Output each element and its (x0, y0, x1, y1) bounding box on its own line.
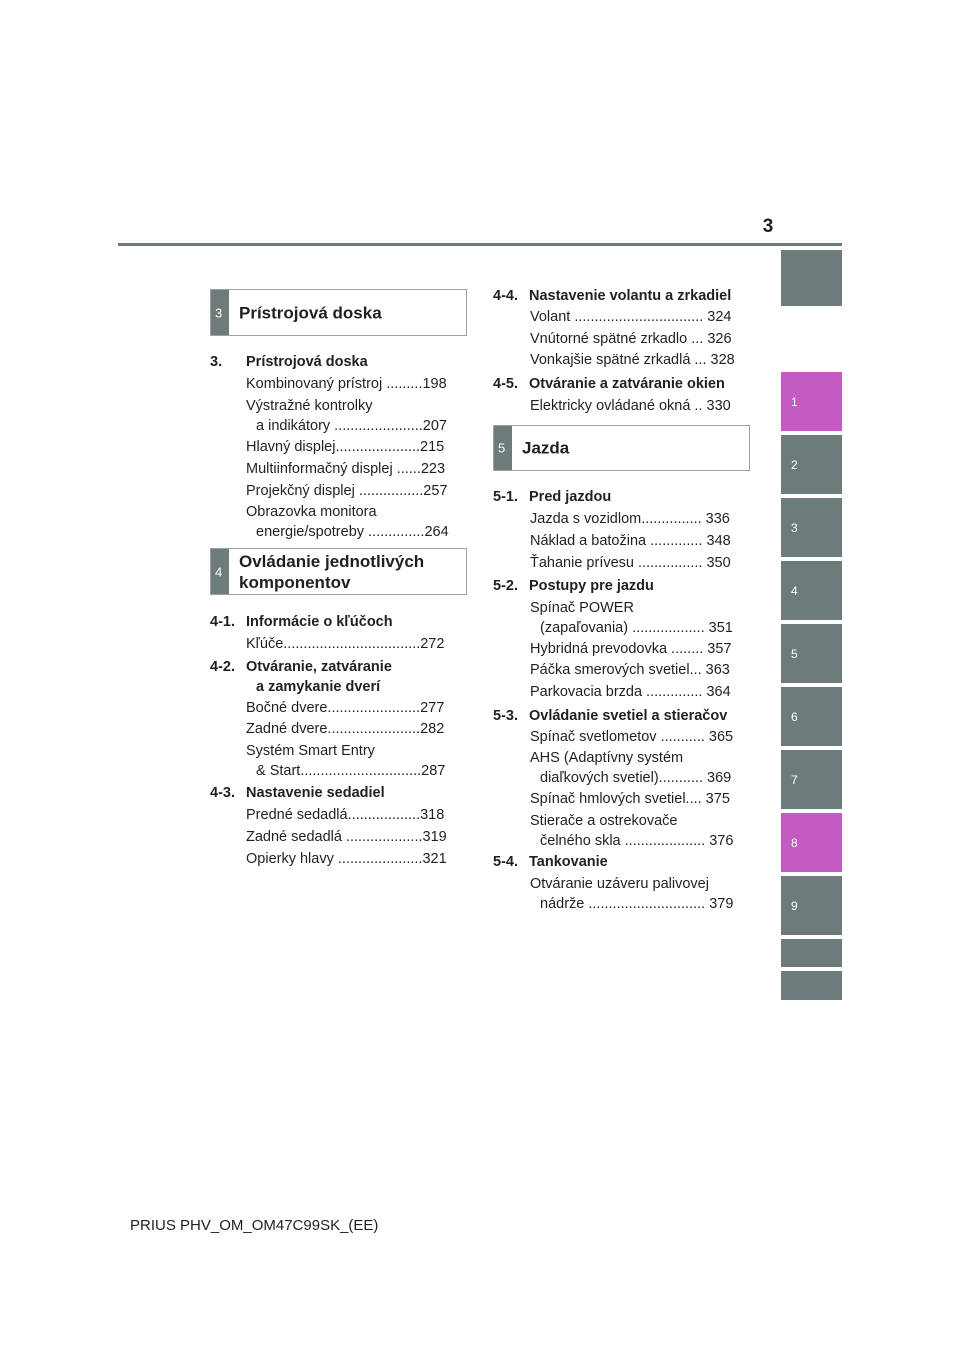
chapter-title: Prístrojová doska (239, 303, 382, 322)
toc-entry[interactable]: Páčka smerových svetiel... 363 (530, 662, 730, 678)
chapter-tab-2[interactable]: 2 (781, 435, 842, 494)
toc-entry[interactable]: Spínač hmlových svetiel.... 375 (530, 791, 730, 807)
page-footer: PRIUS PHV_OM_OM47C99SK_(EE) (130, 1217, 379, 1234)
section-heading[interactable]: 4-3. Nastavenie sedadiel (210, 785, 385, 801)
toc-entry[interactable]: AHS (Adaptívny systém diaľkových svetiel)........... 369 (530, 750, 732, 786)
chapter-tab-extra-1[interactable] (781, 939, 842, 967)
toc-entry[interactable]: Hlavný displej.....................215 (246, 439, 445, 455)
section-heading[interactable]: 5-1. Pred jazdou (493, 489, 612, 505)
toc-entry[interactable]: Náklad a batožina ............. 348 (530, 533, 731, 549)
toc-entry[interactable]: Hybridná prevodovka ........ 357 (530, 641, 732, 657)
toc-entry[interactable]: Jazda s vozidlom............... 336 (530, 511, 730, 527)
toc-entry[interactable]: Volant ................................ 324 (530, 309, 732, 325)
chapter-4-header-box (210, 548, 467, 595)
toc-entry[interactable]: Zadné sedadlá ...................319 (246, 829, 447, 845)
chapter-tab-5[interactable]: 5 (781, 624, 842, 683)
toc-entry[interactable]: Parkovacia brzda .............. 364 (530, 684, 731, 700)
chapter-tab-3[interactable]: 3 (781, 498, 842, 557)
section-heading[interactable]: 5-4. Tankovanie (493, 854, 608, 870)
section-heading[interactable]: 4-5. Otváranie a zatváranie okien (493, 376, 725, 392)
toc-entry[interactable]: Opierky hlavy .....................321 (246, 851, 447, 867)
toc-entry[interactable]: Výstražné kontrolky a indikátory ......................207 (246, 398, 447, 434)
chapter-tab-6[interactable]: 6 (781, 687, 842, 746)
section-heading[interactable]: 5-3. Ovládanie svetiel a stieračov (493, 708, 728, 724)
chapter-number-badge: 3 (211, 290, 229, 335)
toc-entry[interactable]: Kombinovaný prístroj .........198 (246, 376, 447, 392)
toc-entry[interactable]: Predné sedadlá..................318 (246, 807, 445, 823)
toc-entry[interactable]: Zadné dvere.......................282 (246, 721, 445, 737)
header-rule (118, 243, 842, 246)
toc-entry[interactable]: Multiinformačný displej ......223 (246, 461, 446, 477)
section-heading[interactable]: 3. Prístrojová doska (210, 354, 368, 370)
chapter-number-badge: 5 (494, 426, 512, 470)
chapter-number-badge: 4 (211, 549, 229, 594)
section-heading[interactable]: 4-2. Otváranie, zatváranie a zamykanie dverí (210, 659, 392, 695)
section-heading[interactable]: 5-2. Postupy pre jazdu (493, 578, 654, 594)
toc-entry[interactable]: Vnútorné spätné zrkadlo ... 326 (530, 331, 732, 347)
toc-entry[interactable]: Stierače a ostrekovače čelného skla .................... 376 (530, 813, 734, 849)
chapter-tab-8[interactable]: 8 (781, 813, 842, 872)
chapter-5-header-box (493, 425, 750, 471)
chapter-title: Jazda (522, 438, 570, 458)
toc-entry[interactable]: Obrazovka monitora energie/spotreby ..............264 (246, 504, 449, 540)
chapter-tab-7[interactable]: 7 (781, 750, 842, 809)
page-number: 3 (762, 216, 774, 237)
chapter-tab-extra-2[interactable] (781, 971, 842, 1000)
toc-entry[interactable]: Bočné dvere.......................277 (246, 700, 445, 716)
toc-entry[interactable]: Projekčný displej ................257 (246, 483, 448, 499)
toc-entry[interactable]: Systém Smart Entry & Start..............................287 (246, 743, 446, 779)
toc-entry[interactable]: Otváranie uzáveru palivovej nádrže ............................. 379 (530, 876, 734, 912)
chapter-tab-1[interactable]: 1 (781, 372, 842, 431)
toc-entry[interactable]: Ťahanie prívesu ................ 350 (530, 555, 731, 571)
chapter-tab-4[interactable]: 4 (781, 561, 842, 620)
section-heading[interactable]: 4-1. Informácie o kľúčoch (210, 614, 393, 630)
chapter-tab-9[interactable]: 9 (781, 876, 842, 935)
toc-entry[interactable]: Spínač POWER (zapaľovania) .................. 351 (530, 600, 733, 636)
toc-entry[interactable]: Kľúče..................................272 (246, 636, 445, 652)
section-heading[interactable]: 4-4. Nastavenie volantu a zrkadiel (493, 288, 732, 304)
chapter-tab-top[interactable] (781, 250, 842, 306)
chapter-title: Ovládanie jednotlivých komponentov (239, 551, 425, 592)
toc-entry[interactable]: Spínač svetlometov ........... 365 (530, 729, 734, 745)
toc-entry[interactable]: Elektricky ovládané okná .. 330 (530, 398, 731, 414)
chapter-3-header-box (210, 289, 467, 336)
toc-entry[interactable]: Vonkajšie spätné zrkadlá ... 328 (530, 352, 735, 368)
